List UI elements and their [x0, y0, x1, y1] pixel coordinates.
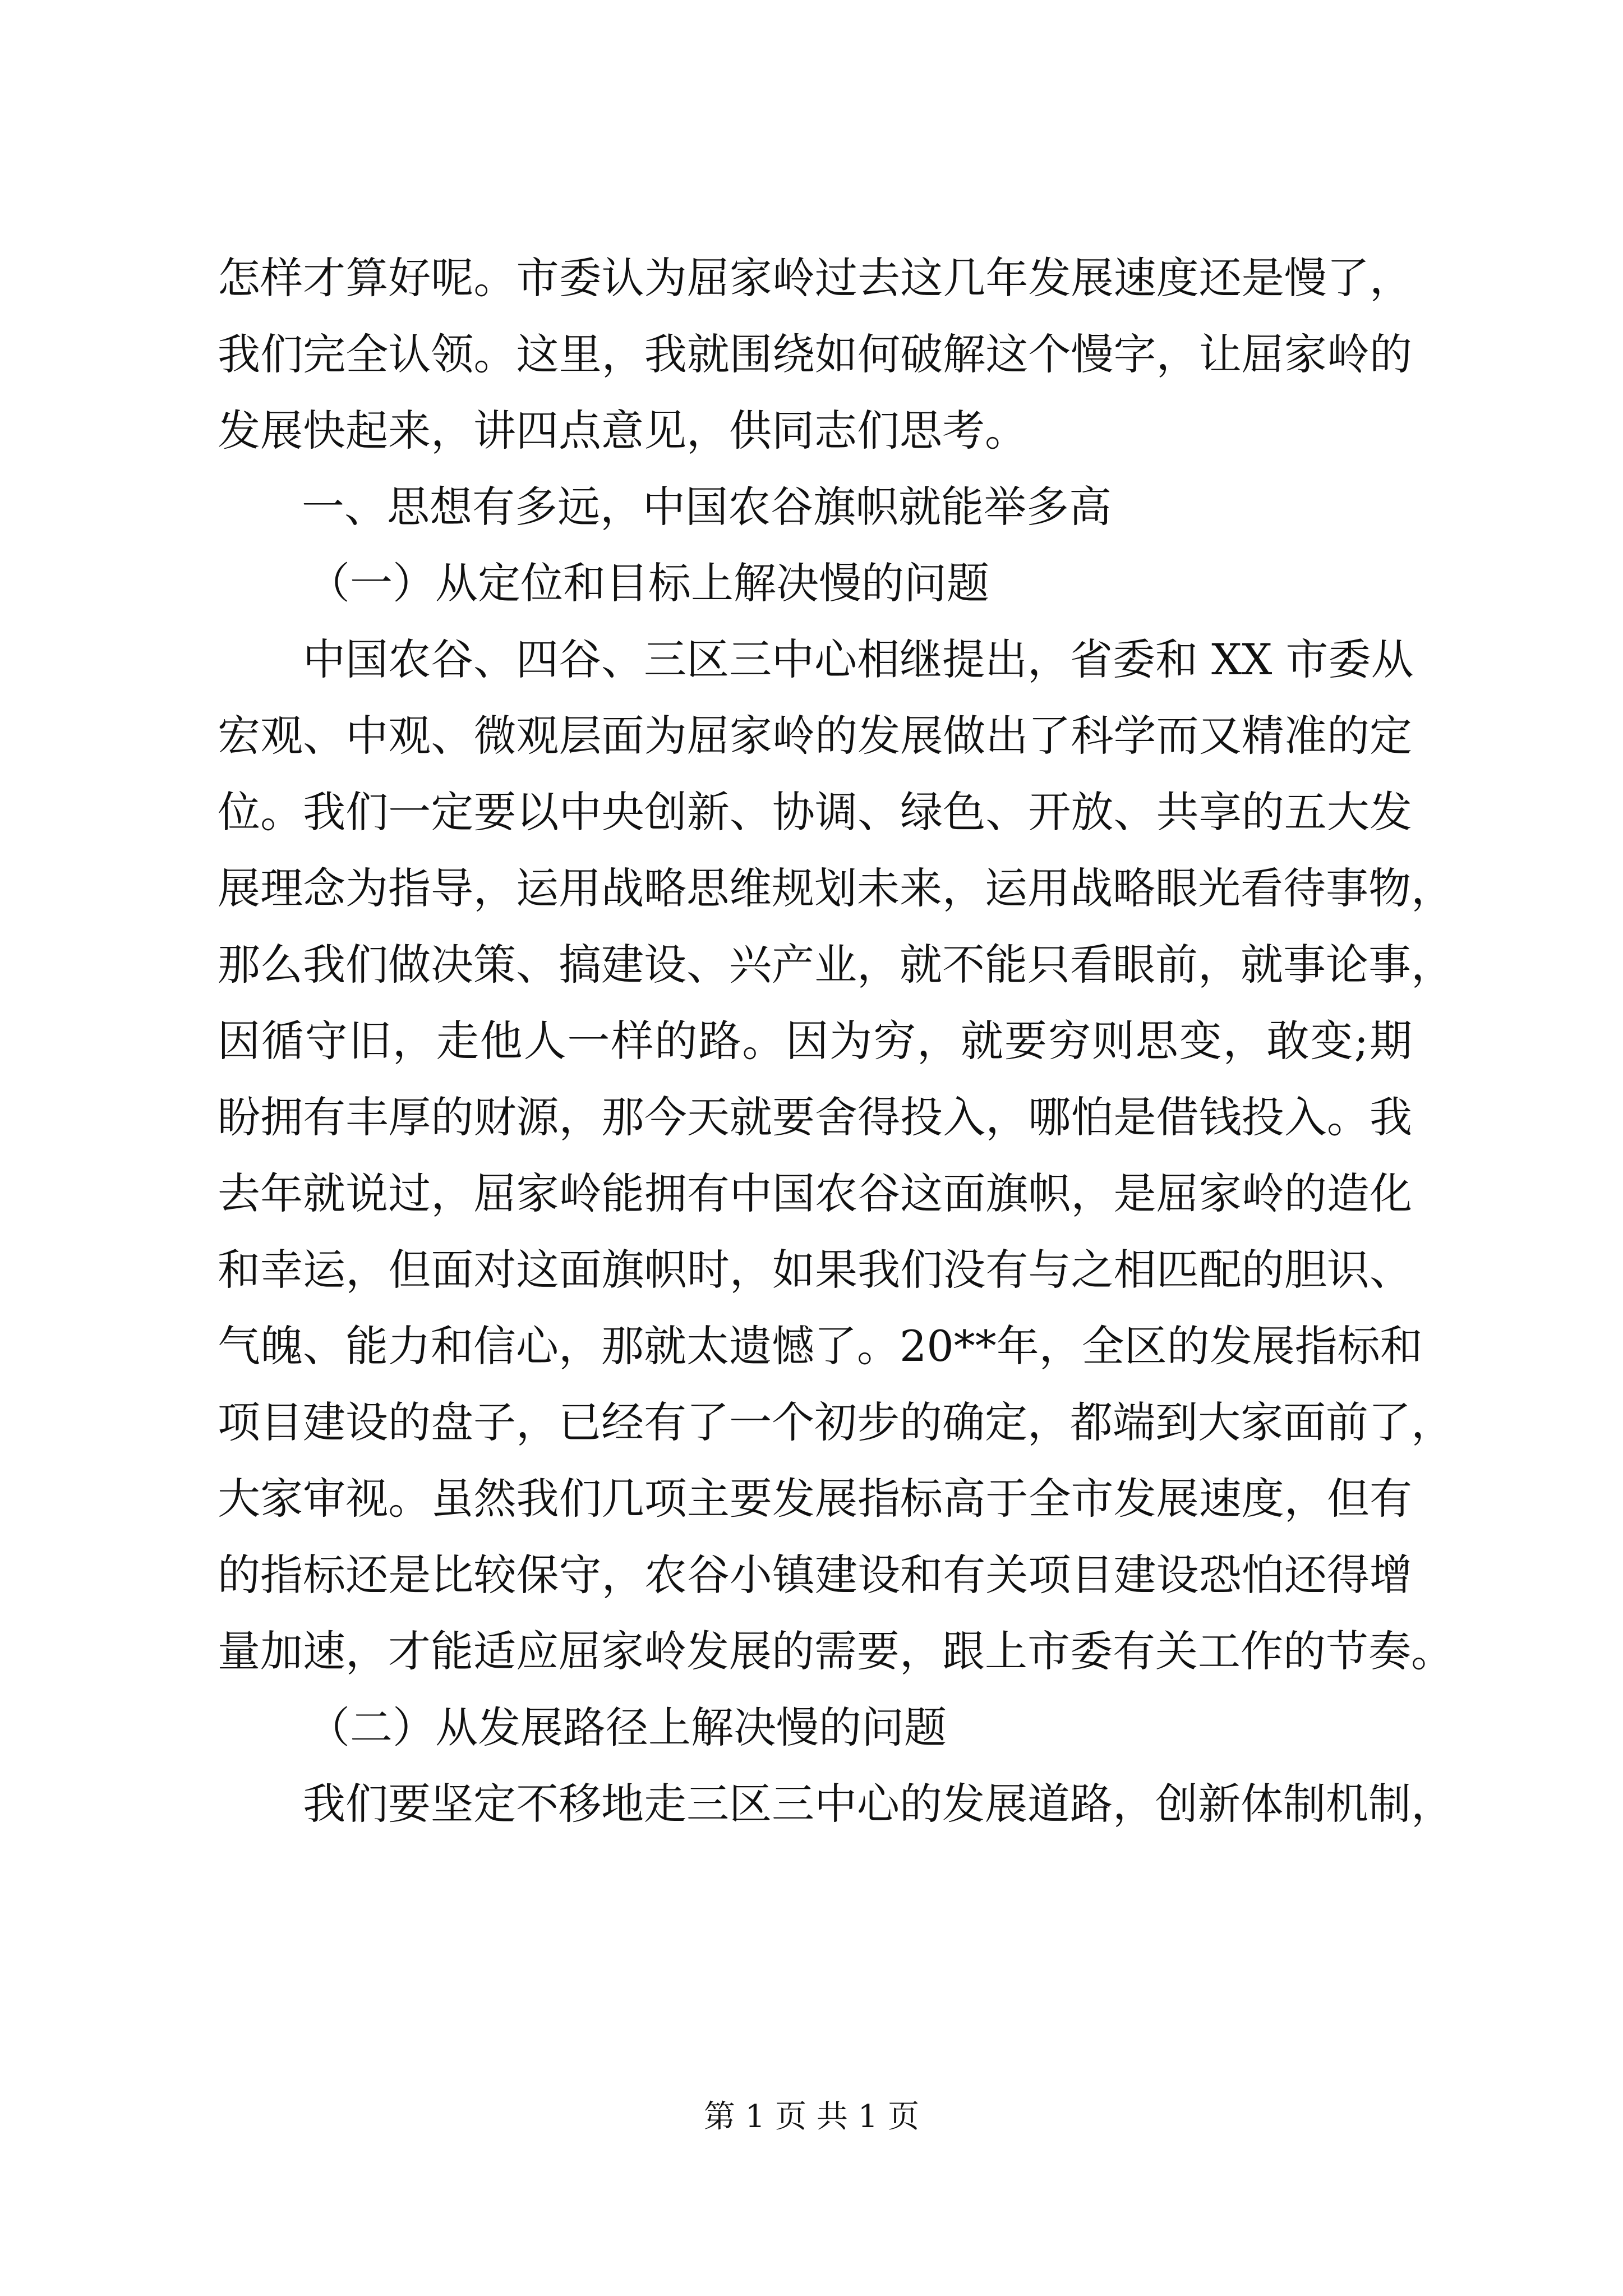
body-line: 那么我们做决策、搞建设、兴产业，就不能只看眼前，就事论事，: [218, 940, 1454, 990]
body-line: 宏观、中观、微观层面为屈家岭的发展做出了科学而又精准的定: [218, 711, 1412, 761]
body-line: 中国农谷、四谷、三区三中心相继提出，省委和 XX 市委从: [303, 634, 1414, 684]
body-line: 位。我们一定要以中央创新、协调、绿色、开放、共享的五大发: [218, 787, 1412, 837]
body-line: 因循守旧，走他人一样的路。因为穷，就要穷则思变，敢变;期: [218, 1016, 1412, 1066]
body-line: 量加速，才能适应屈家岭发展的需要，跟上市委有关工作的节奏。: [218, 1626, 1454, 1676]
body-line: 气魄、能力和信心，那就太遗憾了。20**年，全区的发展指标和: [218, 1321, 1423, 1371]
body-line: 盼拥有丰厚的财源，那今天就要舍得投入，哪怕是借钱投入。我: [218, 1092, 1412, 1142]
body-line: 展理念为指导，运用战略思维规划未来，运用战略眼光看待事物，: [218, 863, 1454, 913]
section-heading: 一、思想有多远，中国农谷旗帜就能举多高: [302, 482, 1112, 532]
subsection-heading: （一）从定位和目标上解决慢的问题: [307, 558, 989, 608]
subsection-heading: （二）从发展路径上解决慢的问题: [307, 1703, 947, 1752]
body-line: 发展快起来，讲四点意见，供同志们思考。: [218, 406, 1027, 455]
body-line: 的指标还是比较保守，农谷小镇建设和有关项目建设恐怕还得增: [218, 1550, 1412, 1600]
body-line: 去年就说过，屈家岭能拥有中国农谷这面旗帜，是屈家岭的造化: [218, 1168, 1412, 1218]
body-line: 怎样才算好呢。市委认为屈家岭过去这几年发展速度还是慢了，: [218, 253, 1412, 303]
body-line: 我们完全认领。这里，我就围绕如何破解这个慢字，让屈家岭的: [218, 329, 1412, 379]
body-line: 大家审视。虽然我们几项主要发展指标高于全市发展速度，但有: [218, 1474, 1412, 1524]
page-footer: 第 1 页 共 1 页: [703, 2099, 920, 2135]
body-line: 项目建设的盘子，已经有了一个初步的确定，都端到大家面前了，: [218, 1397, 1454, 1447]
body-line: 我们要坚定不移地走三区三中心的发展道路，创新体制机制，: [303, 1779, 1454, 1829]
body-line: 和幸运，但面对这面旗帜时，如果我们没有与之相匹配的胆识、: [218, 1245, 1412, 1295]
